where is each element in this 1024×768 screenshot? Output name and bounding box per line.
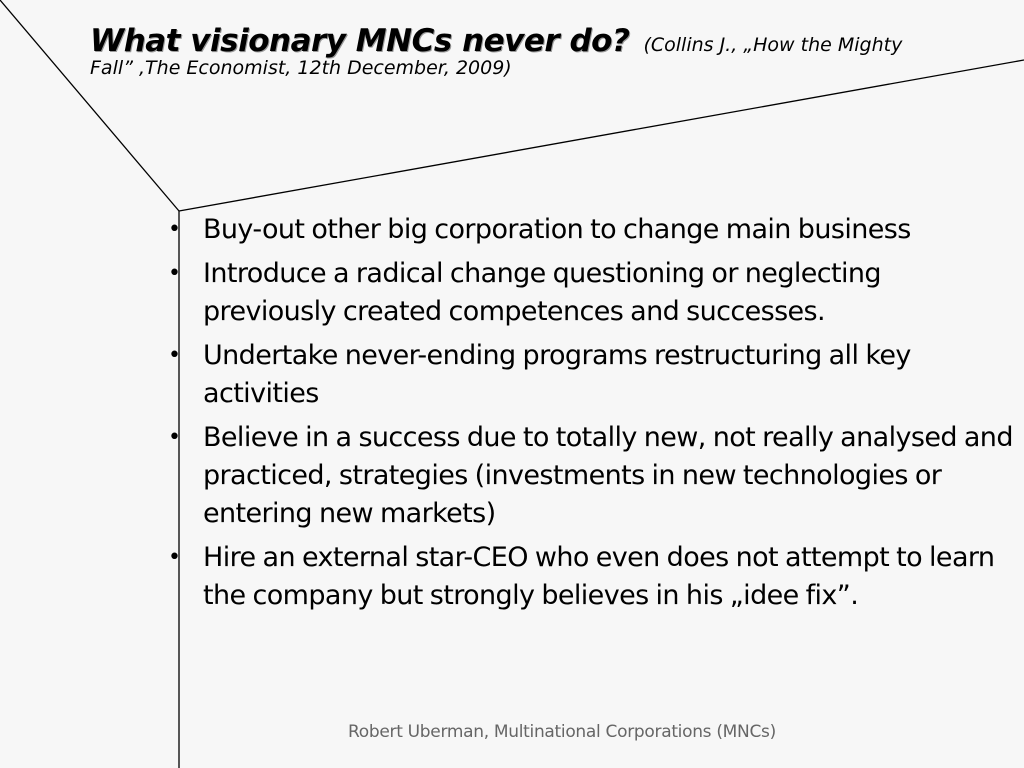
bullet-icon: • xyxy=(168,425,181,450)
title-citation-line1: (Collins J., „How the Mighty xyxy=(643,34,903,56)
bullet-icon: • xyxy=(168,261,181,286)
list-item xyxy=(160,337,1020,413)
title-main: What visionary MNCs never do? xyxy=(90,23,630,59)
bullet-text: Buy-out other big corporation to change main business xyxy=(203,214,911,245)
list-item xyxy=(160,211,1020,249)
list-item xyxy=(160,419,1020,533)
bullet-icon: • xyxy=(168,545,181,570)
frame-diagonal-right xyxy=(179,60,1024,211)
bullet-icon: • xyxy=(168,217,181,242)
list-item xyxy=(160,539,1020,615)
slide-footer: Robert Uberman, Multinational Corporations (MNCs) xyxy=(348,722,776,742)
bullet-text: Believe in a success due to totally new, not really analysed and practiced, strategies (investments in new technologies or entering new markets) xyxy=(203,422,1013,529)
bullet-icon: • xyxy=(168,343,181,368)
bullet-text: Undertake never-ending programs restructuring all key activities xyxy=(203,340,911,409)
title-citation-line2: Fall” ,The Economist, 12th December, 2009) xyxy=(90,57,512,79)
bullet-text: Introduce a radical change questioning or neglecting previously created competences and successes. xyxy=(203,258,881,327)
bullet-list xyxy=(160,211,1020,621)
bullet-text: Hire an external star-CEO who even does not attempt to learn the company but strongly believes in his „idee fix”. xyxy=(203,542,995,611)
list-item xyxy=(160,255,1020,331)
slide-title xyxy=(90,22,970,80)
